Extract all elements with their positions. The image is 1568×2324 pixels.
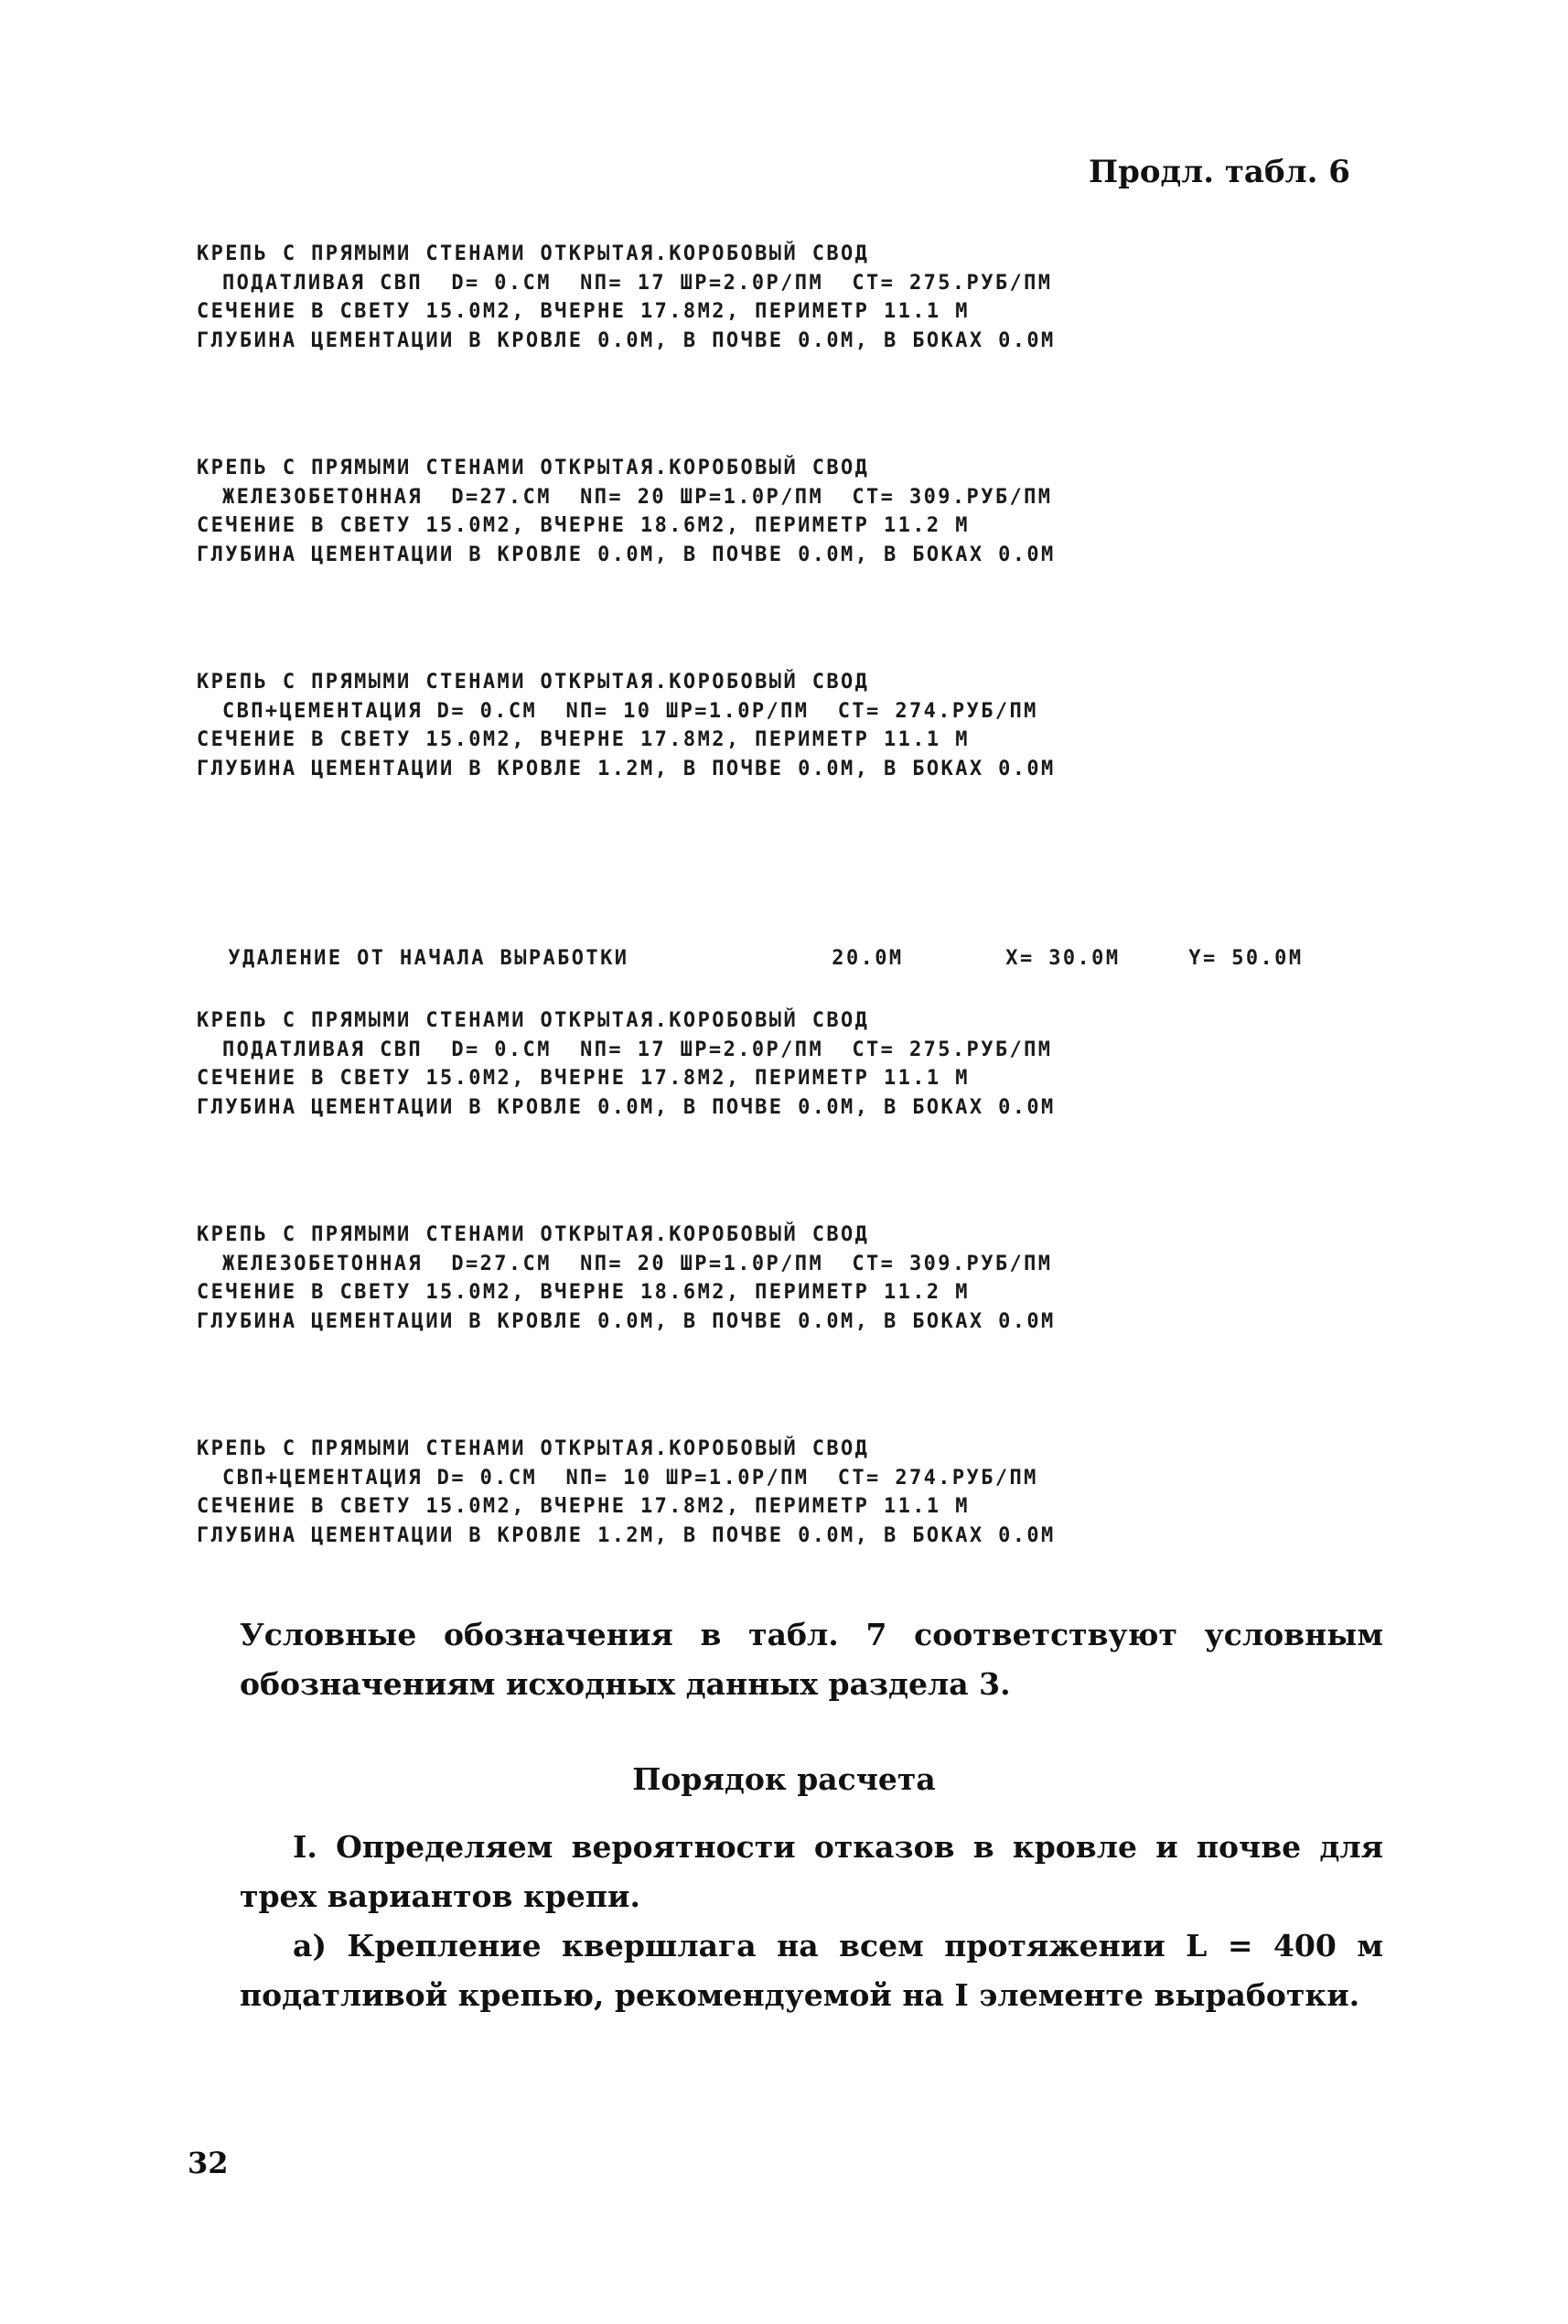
printout-line: СВП+ЦЕМЕНТАЦИЯ D= 0.СМ NП= 10 ШР=1.0Р/ПМ СТ= 274.РУБ/ПМ: [222, 1466, 1038, 1490]
printout-line: СЕЧЕНИЕ В СВЕТУ 15.0М2, ВЧЕРНЕ 18.6М2, ПЕРИМЕТР 11.2 М: [197, 1281, 970, 1304]
distance-line: [199, 924, 1407, 970]
printout-line: СЕЧЕНИЕ В СВЕТУ 15.0М2, ВЧЕРНЕ 17.8М2, ПЕРИМЕТР 11.1 М: [197, 1495, 970, 1518]
printout-line: КРЕПЬ С ПРЯМЫМИ СТЕНАМИ ОТКРЫТАЯ.КОРОБОВЫЙ СВОД: [197, 671, 870, 694]
lining-block: [197, 668, 1413, 783]
printout-line: ЖЕЛЕЗОБЕТОННАЯ D=27.СМ NП= 20 ШР=1.0Р/ПМ СТ= 309.РУБ/ПМ: [222, 1252, 1053, 1275]
printout-line: СЕЧЕНИЕ В СВЕТУ 15.0М2, ВЧЕРНЕ 18.6М2, ПЕРИМЕТР 11.2 М: [197, 514, 970, 537]
printout-line: КРЕПЬ С ПРЯМЫМИ СТЕНАМИ ОТКРЫТАЯ.КОРОБОВЫЙ СВОД: [197, 1223, 870, 1246]
printout-line: СЕЧЕНИЕ В СВЕТУ 15.0М2, ВЧЕРНЕ 17.8М2, ПЕРИМЕТР 11.1 М: [197, 300, 970, 323]
legend-note: [240, 1610, 1383, 1709]
x-coordinate: X= 30.0М: [1005, 947, 1121, 970]
printout-line: ГЛУБИНА ЦЕМЕНТАЦИИ В КРОВЛЕ 1.2М, В ПОЧВЕ 0.0М, В БОКАХ 0.0М: [197, 757, 1056, 780]
printout-line: ГЛУБИНА ЦЕМЕНТАЦИИ В КРОВЛЕ 0.0М, В ПОЧВЕ 0.0М, В БОКАХ 0.0М: [197, 543, 1056, 566]
lining-block: [197, 240, 1413, 355]
y-coordinate: Y= 50.0М: [1188, 947, 1304, 970]
legend-note-text: Условные обозначения в табл. 7 соответствуют условным обозначениям исходных данных раздела 3.: [240, 1617, 1383, 1702]
printout-line: ГЛУБИНА ЦЕМЕНТАЦИИ В КРОВЛЕ 1.2М, В ПОЧВЕ 0.0М, В БОКАХ 0.0М: [197, 1523, 1056, 1547]
printout-line: ГЛУБИНА ЦЕМЕНТАЦИИ В КРОВЛЕ 0.0М, В ПОЧВЕ 0.0М, В БОКАХ 0.0М: [197, 1309, 1056, 1333]
printout-line: КРЕПЬ С ПРЯМЫМИ СТЕНАМИ ОТКРЫТАЯ.КОРОБОВЫЙ СВОД: [197, 1437, 870, 1460]
lining-block: [197, 1435, 1413, 1550]
table-continuation-caption: Продл. табл. 6: [1089, 154, 1350, 190]
page-number: 32: [188, 2146, 229, 2180]
step-1: I. Определяем вероятности отказов в кровле и почве для трех вариантов крепи.: [240, 1829, 1383, 1914]
printout-line: СЕЧЕНИЕ В СВЕТУ 15.0М2, ВЧЕРНЕ 17.8М2, ПЕРИМЕТР 11.1 М: [197, 728, 970, 751]
printout-line: КРЕПЬ С ПРЯМЫМИ СТЕНАМИ ОТКРЫТАЯ.КОРОБОВЫЙ СВОД: [197, 1009, 870, 1032]
printout-line: ЖЕЛЕЗОБЕТОННАЯ D=27.СМ NП= 20 ШР=1.0Р/ПМ СТ= 309.РУБ/ПМ: [222, 485, 1053, 509]
step-1a: а) Крепление квершлага на всем протяжении L = 400 м податливой крепью, рекомендуемой на I элементе выработки.: [240, 1928, 1383, 2013]
printout-line: ГЛУБИНА ЦЕМЕНТАЦИИ В КРОВЛЕ 0.0М, В ПОЧВЕ 0.0М, В БОКАХ 0.0М: [197, 328, 1056, 352]
calculation-steps: [240, 1823, 1383, 2020]
printout-line: ПОДАТЛИВАЯ СВП D= 0.СМ NП= 17 ШР=2.0Р/ПМ СТ= 275.РУБ/ПМ: [222, 1038, 1053, 1061]
printout-line: КРЕПЬ С ПРЯМЫМИ СТЕНАМИ ОТКРЫТАЯ.КОРОБОВЫЙ СВОД: [197, 457, 870, 479]
printout-line: СЕЧЕНИЕ В СВЕТУ 15.0М2, ВЧЕРНЕ 17.8М2, ПЕРИМЕТР 11.1 М: [197, 1067, 970, 1090]
printout-line: СВП+ЦЕМЕНТАЦИЯ D= 0.СМ NП= 10 ШР=1.0Р/ПМ СТ= 274.РУБ/ПМ: [222, 699, 1038, 723]
printout-line: ГЛУБИНА ЦЕМЕНТАЦИИ В КРОВЛЕ 0.0М, В ПОЧВЕ 0.0М, В БОКАХ 0.0М: [197, 1095, 1056, 1119]
lining-block: [197, 1221, 1413, 1336]
lining-block: [197, 1006, 1413, 1122]
section-heading: Порядок расчета: [632, 1761, 936, 1797]
distance-value: 20.0М: [832, 947, 904, 970]
distance-label: УДАЛЕНИЕ ОТ НАЧАЛА ВЫРАБОТКИ: [228, 947, 629, 970]
lining-block: [197, 454, 1413, 569]
printout-line: КРЕПЬ С ПРЯМЫМИ СТЕНАМИ ОТКРЫТАЯ.КОРОБОВЫЙ СВОД: [197, 242, 870, 265]
printout-line: ПОДАТЛИВАЯ СВП D= 0.СМ NП= 17 ШР=2.0Р/ПМ СТ= 275.РУБ/ПМ: [222, 271, 1053, 295]
